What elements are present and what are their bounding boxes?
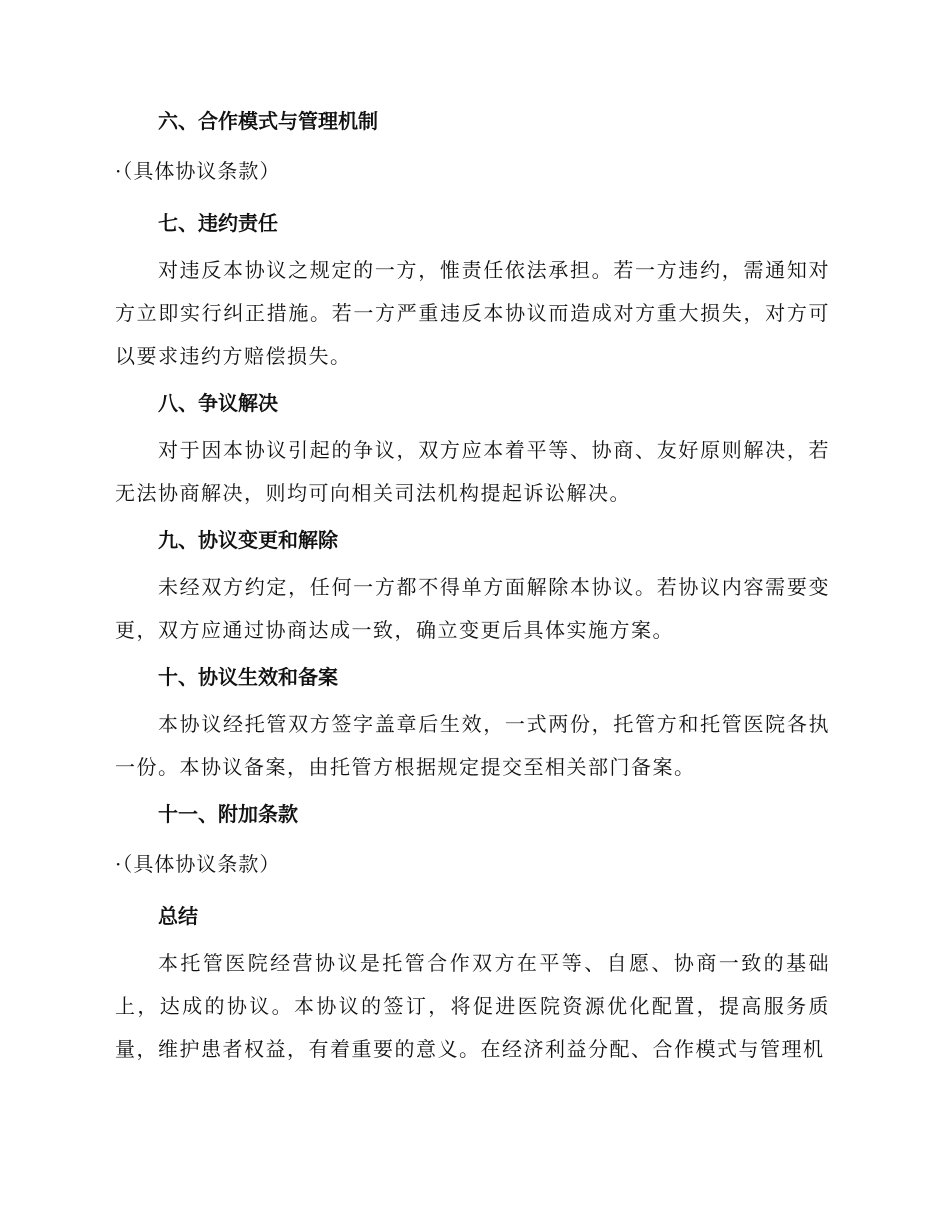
- section-11-bullet: ·（具体协议条款）: [115, 852, 281, 876]
- section-8-heading: 八、争议解决: [158, 391, 278, 415]
- section-6-heading: 六、合作模式与管理机制: [158, 109, 378, 133]
- section-11-heading: 十一、附加条款: [158, 802, 298, 826]
- section-7-paragraph: 对违反本协议之规定的一方，惟责任依法承担。若一方违约，需通知对方立即实行纠正措施。若一方严重违反本协议而造成对方重大损失，对方可以要求违约方赔偿损失。: [115, 258, 830, 368]
- summary-heading: 总结: [158, 904, 198, 928]
- summary-paragraph: 本托管医院经营协议是托管合作双方在平等、自愿、协商一致的基础上，达成的协议。本协议的签订，将促进医院资源优化配置，提高服务质量，维护患者权益，有着重要的意义。在经济利益分配、合作模式与管理机: [115, 951, 830, 1061]
- document-page: [115, 107, 830, 1071]
- section-9-heading: 九、协议变更和解除: [158, 528, 338, 552]
- section-6-bullet: ·（具体协议条款）: [115, 159, 281, 183]
- section-10-paragraph: 本协议经托管双方签字盖章后生效，一式两份，托管方和托管医院各执一份。本协议备案，由托管方根据规定提交至相关部门备案。: [115, 712, 830, 779]
- section-9-paragraph: 未经双方约定，任何一方都不得单方面解除本协议。若协议内容需要变更，双方应通过协商达成一致，确立变更后具体实施方案。: [115, 575, 830, 642]
- section-8-paragraph: 对于因本协议引起的争议，双方应本着平等、协商、友好原则解决，若无法协商解决，则均可向相关司法机构提起诉讼解决。: [115, 438, 830, 505]
- section-7-heading: 七、违约责任: [158, 211, 278, 235]
- section-10-heading: 十、协议生效和备案: [158, 665, 338, 689]
